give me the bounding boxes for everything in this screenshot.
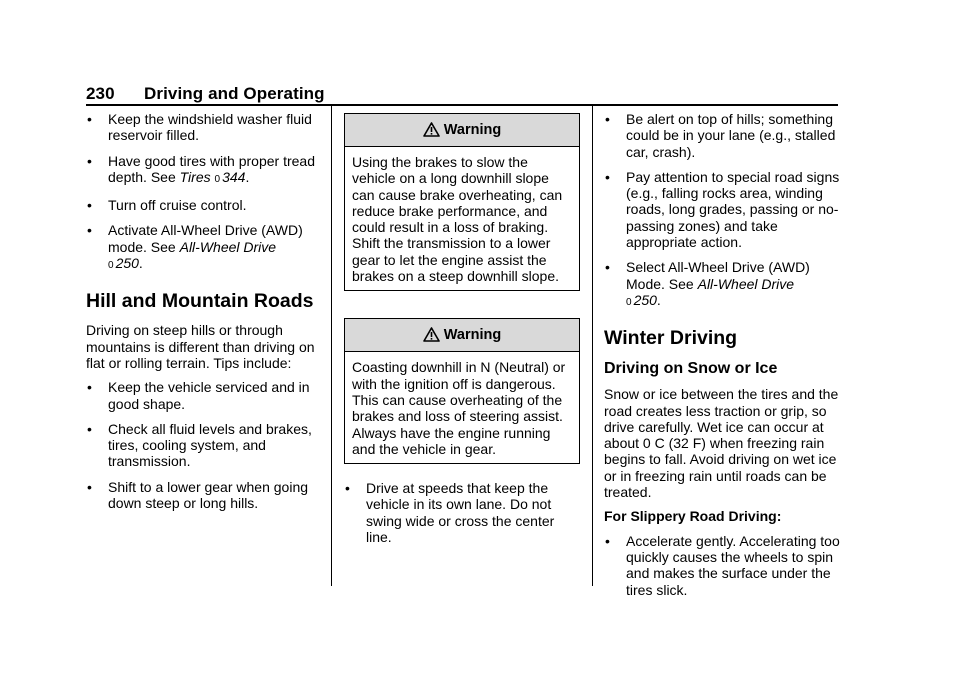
xref-link-awd[interactable]: All-Wheel Drive <box>179 238 277 255</box>
list-item <box>86 379 322 412</box>
warning-text: Coasting downhill in N (Neutral) or with the ignition off is dangerous. This can cause overheating of the brakes and loss of steering assist. Always have the engine running and the vehicle in gear. <box>352 359 566 457</box>
list-item: • Select All-Wheel Drive (AWD) Mode. See All-Wheel Drive 0 250. <box>605 259 810 308</box>
list-item-text: Activate All-Wheel Drive (AWD) mode. See <box>108 222 303 255</box>
section-title: Driving and Operating <box>144 84 325 103</box>
warning-triangle-icon <box>423 327 440 342</box>
xref-page[interactable]: 250 <box>115 255 139 272</box>
list-item <box>86 421 322 470</box>
list-item: • Have good tires with proper tread depth. See Tires 0 344. <box>87 152 315 185</box>
list-item-text: Check all fluid levels and brakes, tires, cooling system, and transmission. <box>108 420 312 470</box>
column-3 <box>604 111 840 607</box>
list-item-text: Select All-Wheel Drive (AWD) Mode. See <box>626 259 810 292</box>
paragraph: Snow or ice between the tires and the road creates less traction or grip, so drive carefully. Wet ice can occur at about 0 C (32 F) when freezing rain begins to fall. Avoid driving on wet ice or in freezing rain until roads can be treated. <box>604 386 839 501</box>
bullet-mark: • <box>87 222 92 239</box>
page-header <box>86 84 325 104</box>
bullet-mark: • <box>345 480 350 497</box>
list-item <box>86 197 322 213</box>
intro-paragraph: Driving on steep hills or through mountains is different than driving on flat or rolling terrain. Tips include: <box>86 322 315 371</box>
column-2 <box>344 113 580 554</box>
list-item <box>604 169 840 250</box>
subsection-heading: Driving on Snow or Ice <box>604 360 778 378</box>
warning-text: Using the brakes to slow the vehicle on a long downhill slope can cause brake overheating, can reduce brake performance, and could result in a loss of braking. Shift the transmission to a lower gear to let the engine assist the brakes on a steep downhill slope. <box>352 154 563 285</box>
warning-header <box>345 114 579 147</box>
bullet-mark: • <box>605 111 610 127</box>
header-rule <box>86 104 838 106</box>
bullet-mark: • <box>87 111 92 127</box>
column-divider-1 <box>331 106 332 586</box>
list-item-text: Have good tires with proper tread depth. See <box>108 152 315 185</box>
bullet-mark: • <box>87 420 92 437</box>
bullet-mark: • <box>605 168 610 185</box>
bullet-mark: • <box>87 379 92 396</box>
list-item-text: Be alert on top of hills; something could be in your lane (e.g., stalled car, crash). <box>626 111 836 160</box>
list-item-text: Turn off cruise control. <box>108 197 247 214</box>
bullet-mark: • <box>87 478 92 495</box>
warning-box <box>344 318 580 464</box>
warning-label: Warning <box>443 122 502 138</box>
xref-page[interactable]: 250 <box>633 291 657 308</box>
bullet-mark: • <box>605 259 610 276</box>
list-item-text: Accelerate gently. Accelerating too quickly causes the wheels to spin and makes the surface under the tires slick. <box>626 532 840 598</box>
bullet-mark: • <box>87 197 92 214</box>
xref-link-tires[interactable]: Tires 0 344 <box>179 168 246 185</box>
list-item-text: Keep the windshield washer fluid reservoir filled. <box>108 111 312 144</box>
list-item <box>344 480 580 545</box>
xref-arrow: 0 <box>108 260 114 272</box>
list-item-text: Shift to a lower gear when going down steep or long hills. <box>108 478 309 512</box>
bullet-mark: • <box>605 532 610 549</box>
list-item: • Activate All-Wheel Drive (AWD) mode. See All-Wheel Drive 0 250. <box>87 222 303 272</box>
warning-box <box>344 113 580 291</box>
bold-label: For Slippery Road Driving: <box>604 508 782 525</box>
list-item <box>604 533 840 598</box>
xref-arrow: 0 <box>626 296 632 308</box>
section-heading: Winter Driving <box>604 327 738 350</box>
list-item-text: Drive at speeds that keep the vehicle in its own lane. Do not swing wide or cross the center line. <box>366 480 555 546</box>
xref-link-awd[interactable]: All-Wheel Drive <box>697 275 795 292</box>
warning-triangle-icon <box>423 122 440 137</box>
list-item-text: Keep the vehicle serviced and in good shape. <box>108 379 310 412</box>
list-item <box>86 479 322 512</box>
bullet-mark: • <box>87 152 92 169</box>
column-divider-2 <box>592 106 593 586</box>
list-item-text: Pay attention to special road signs (e.g., falling rocks area, winding roads, long grades, passing or no-passing zones) and take appropriate action. <box>626 168 840 251</box>
page-number: 230 <box>86 84 115 103</box>
warning-label: Warning <box>443 327 502 344</box>
list-item <box>604 111 840 160</box>
warning-header <box>345 319 579 352</box>
list-item <box>86 111 322 144</box>
section-heading: Hill and Mountain Roads <box>86 290 314 313</box>
column-1 <box>86 111 322 520</box>
